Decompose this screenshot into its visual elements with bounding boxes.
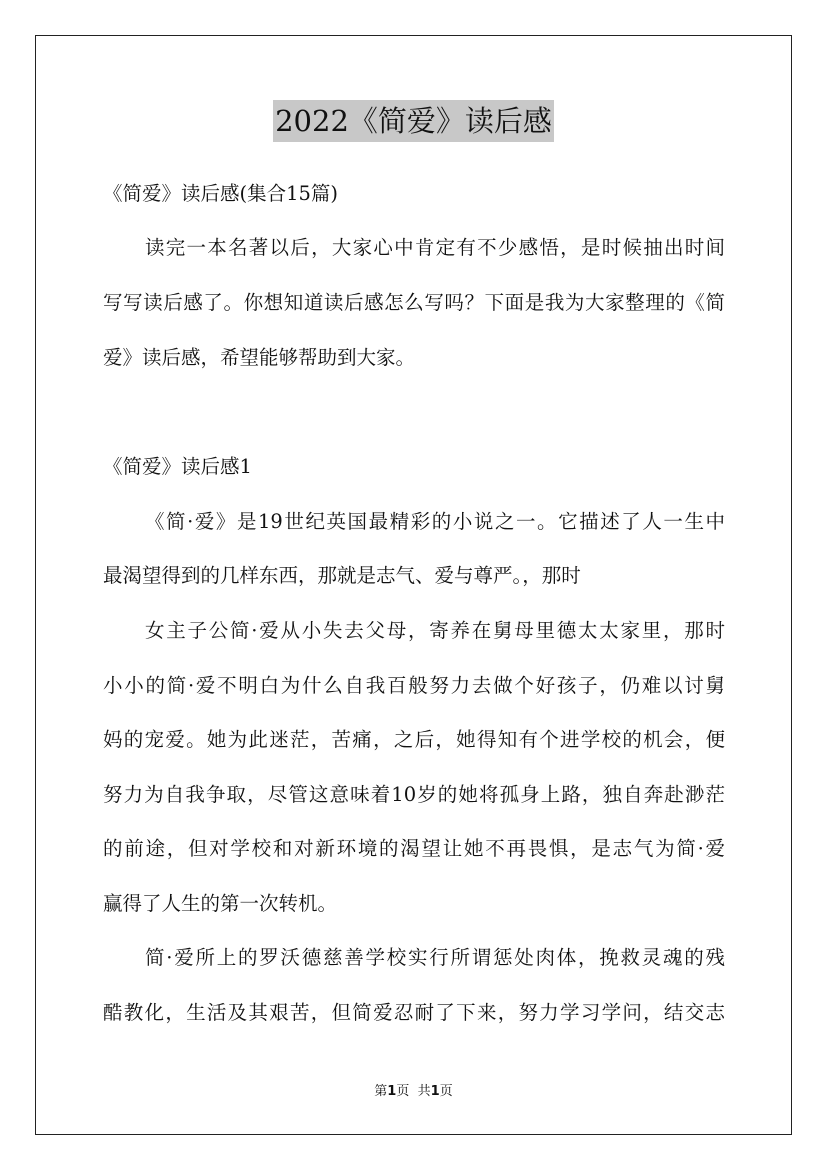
document-title: 2022《简爱》读后感 (273, 100, 554, 142)
section-heading-1: 《简爱》读后感1 (103, 455, 252, 478)
footer-page-prefix: 第 (374, 1084, 388, 1099)
page-footer (0, 1083, 827, 1101)
para1-line-1: 《简·爱》是19世纪英国最精彩的小说之一。它描述了人一生中 (145, 510, 725, 533)
para3-line-2: 酷教化，生活及其艰苦，但简爱忍耐了下来，努力学习学问，结交志 (103, 1001, 725, 1024)
footer-page-suffix: 页 (396, 1084, 410, 1099)
footer-total-suffix: 页 (439, 1084, 453, 1099)
para1-line-2: 最渴望得到的几样东西，那就是志气、爱与尊严。，那时 (103, 564, 581, 587)
intro-line-2: 写写读后感了。你想知道读后感怎么写吗？下面是我为大家整理的《简 (103, 291, 725, 314)
footer-total-prefix: 共 (417, 1084, 431, 1099)
para2-line-5: 的前途，但对学校和对新环境的渴望让她不再畏惧，是志气为简·爱 (103, 837, 725, 860)
document-subtitle: 《简爱》读后感(集合15篇) (103, 182, 339, 205)
footer-page-number: 1 (387, 1084, 397, 1099)
intro-line-1: 读完一本名著以后，大家心中肯定有不少感悟，是时候抽出时间 (145, 236, 725, 259)
para2-line-6: 赢得了人生的第一次转机。 (103, 892, 338, 915)
title-container (0, 100, 827, 142)
para2-line-3: 妈的宠爱。她为此迷茫，苦痛，之后，她得知有个进学校的机会，便 (103, 728, 725, 751)
para2-line-4: 努力为自我争取，尽管这意味着10岁的她将孤身上路，独自奔赴渺茫 (103, 783, 725, 806)
footer-total-number: 1 (430, 1084, 440, 1099)
para3-line-1: 简·爱所上的罗沃德慈善学校实行所谓惩处肉体，挽救灵魂的残 (145, 946, 725, 969)
para2-line-1: 女主子公简·爱从小失去父母，寄养在舅母里德太太家里，那时 (145, 619, 725, 642)
para2-line-2: 小小的简·爱不明白为什么自我百般努力去做个好孩子，仍难以讨舅 (103, 674, 725, 697)
intro-line-3: 爱》读后感，希望能够帮助到大家。 (103, 346, 416, 369)
